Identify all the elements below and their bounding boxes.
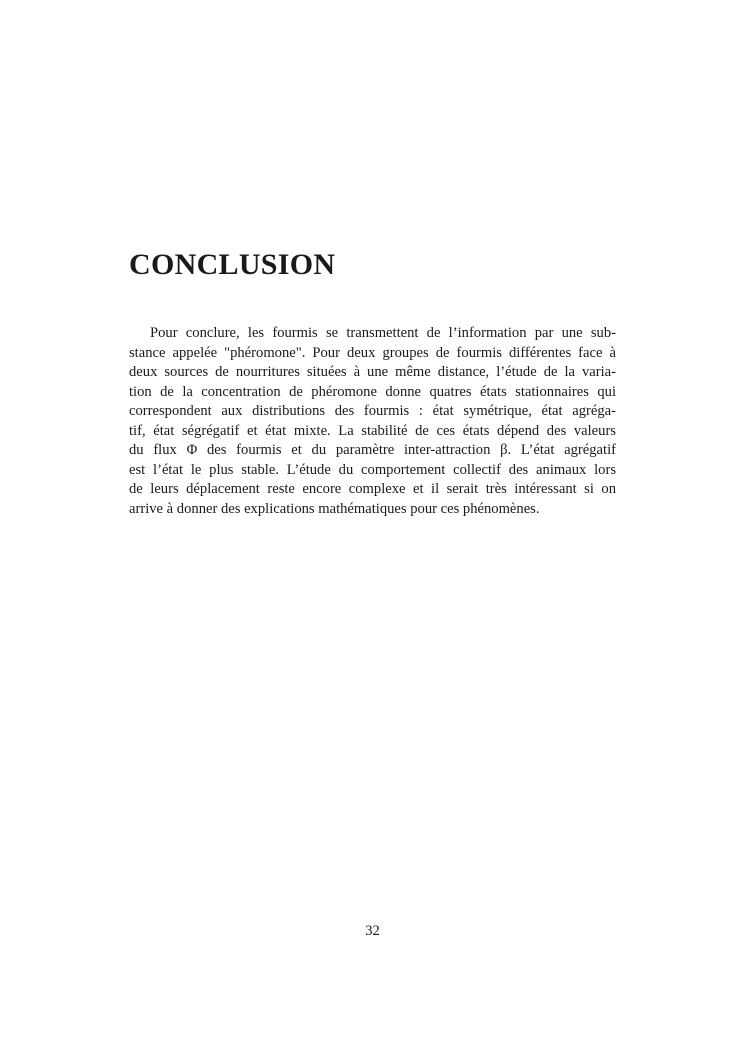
paragraph-line: correspondent aux distributions des fourmis : état symétrique, état agréga-: [129, 403, 616, 419]
conclusion-paragraph: [129, 324, 616, 519]
paragraph-line: tif, état ségrégatif et état mixte. La stabilité de ces états dépend des valeurs: [129, 422, 616, 439]
page-number: 32: [365, 923, 380, 939]
paragraph-line: deux sources de nourritures situées à une même distance, l’étude de la varia-: [129, 364, 616, 380]
paragraph-line: est l’état le plus stable. L’étude du comportement collectif des animaux lors: [129, 461, 616, 478]
paragraph-line: Pour conclure, les fourmis se transmettent de l’information par une sub-: [150, 325, 616, 341]
paragraph-line: du flux Φ des fourmis et du paramètre inter-attraction β. L’état agrégatif: [129, 442, 616, 458]
chapter-title: CONCLUSION: [129, 248, 336, 281]
paragraph-line: stance appelée "phéromone". Pour deux groupes de fourmis différentes face à: [129, 344, 616, 361]
paragraph-line: tion de la concentration de phéromone donne quatres états stationnaires qui: [129, 383, 616, 400]
paragraph-line: de leurs déplacement reste encore complexe et il serait très intéressant si on: [129, 481, 616, 497]
paragraph-line: arrive à donner des explications mathématiques pour ces phénomènes.: [129, 500, 540, 517]
